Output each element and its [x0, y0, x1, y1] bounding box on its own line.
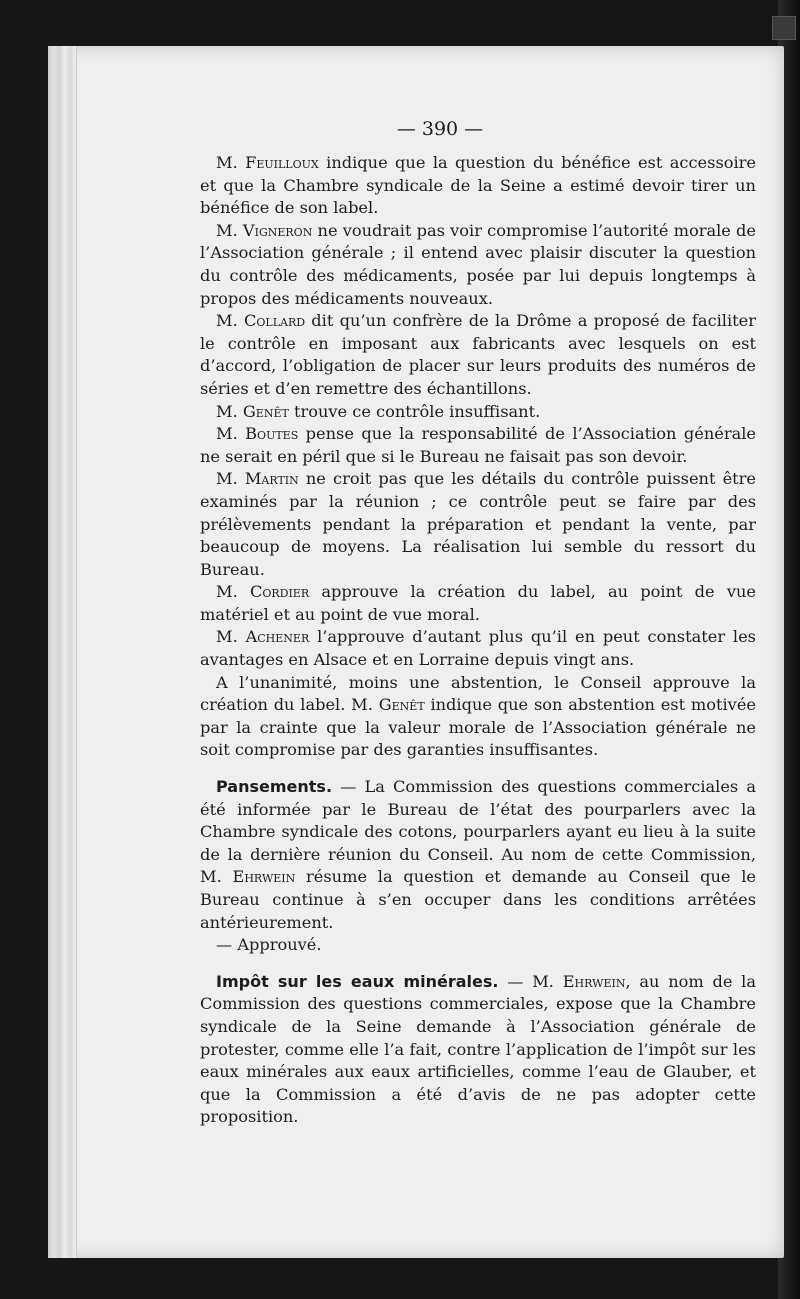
- paragraph-text: ne croit pas que les détails du contrôle puissent être examinés par la réunion ; ce contrôle peut se faire par des prélèvements pendant la préparation et pendant la vente, par beaucoup de moyens. La réalisation lui semble du ressort du Bureau.: [200, 469, 756, 579]
- speaker-name: Genêt: [378, 695, 425, 715]
- section-heading: Pansements.: [216, 777, 333, 797]
- paragraph-approved: — Approuvé.: [216, 935, 322, 955]
- speaker-name: Ehrwein: [232, 867, 296, 887]
- paragraph-text: A l’unanimité, moins une abstention, le Conseil approuve la création du label. M.: [200, 672, 756, 715]
- paragraph-vigneron: M. Vigneron ne voudrait pas voir compromise l’autorité morale de l’Association générale ; il entend avec plaisir discuter la question du contrôle des médicaments, posée par lui depuis longtemps à propos des médicaments nouveaux.: [200, 220, 756, 308]
- paragraph-impot: [200, 971, 756, 1129]
- paragraph-text: pense que la responsabilité de l’Association générale ne serait en péril que si le Bureau ne faisait pas son devoir.: [200, 424, 756, 466]
- paragraph-pansements: [200, 776, 756, 934]
- page-number: — 390 —: [396, 118, 484, 140]
- paragraph-text: dit qu’un confrère de la Drôme a proposé de faciliter le contrôle en imposant aux fabricants avec lesquels on est d’accord, l’obligation de placer sur leurs produits des numéros de séries et d’en remettre des échantillons.: [200, 311, 756, 398]
- speaker-name: Achener: [245, 627, 310, 647]
- paragraph-text: ne voudrait pas voir compromise l’autorité morale de l’Association générale ; il entend avec plaisir discuter la question du contrôle des médicaments, posée par lui depuis longtemps à propos des médicaments nouveaux.: [200, 220, 756, 308]
- paragraph-martin: M. Martin ne croit pas que les détails du contrôle puissent être examinés par la réunion ; ce contrôle peut se faire par des prélèvements pendant la préparation et pendant la vente, par beaucoup de moyens. La réalisation lui semble du ressort du Bureau.: [200, 469, 756, 579]
- speaker-name: Boutes: [245, 424, 299, 444]
- speaker-name: Genêt: [242, 401, 289, 421]
- paragraph-text: résume la question et demande au Conseil que le Bureau continue à s’en occuper dans les conditions arrêtées antérieurement.: [200, 867, 756, 932]
- paragraph-text: , au nom de la Commission des questions commerciales, expose que la Chambre syndicale de la Seine demande à l’Association générale de protester, comme elle l’a fait, contre l’application de l’impôt sur les eaux minérales aux eaux artificielles, comme l’eau de Glauber, et que la Commission a été d’avis de ne pas adopter cette proposition.: [200, 971, 756, 1127]
- paragraph-collard: M. Collard dit qu’un confrère de la Drôme a proposé de faciliter le contrôle en imposant aux fabricants avec lesquels on est d’accord, l’obligation de placer sur leurs produits des numéros de séries et d’en remettre des échantillons.: [200, 311, 756, 398]
- paragraph-vote: [200, 672, 756, 762]
- paragraph-achener: M. Achener l’approuve d’autant plus qu’il en peut constater les avantages en Alsace et en Lorraine depuis vingt ans.: [200, 627, 756, 670]
- paragraph-cordier: M. Cordier approuve la création du label, au point de vue matériel et au point de vue moral.: [200, 582, 756, 624]
- paragraph-genet: M. Genêt trouve ce contrôle insuffisant.: [216, 401, 541, 421]
- speaker-name: Cordier: [249, 582, 310, 602]
- paragraph-text: — M.: [498, 971, 563, 991]
- paragraph-text: indique que son abstention est motivée par la crainte que la valeur morale de l’Association générale ne soit compromise par des garanties insuffisantes.: [200, 695, 756, 760]
- page-clip: [772, 16, 796, 40]
- paragraph-text: — La Commission des questions commerciales a été informée par le Bureau de l’état des pourparlers avec la Chambre syndicale des cotons, pourparlers ayant eu lieu à la suite de la dernière réunion du Conseil. Au nom de cette Commission, M.: [200, 777, 756, 887]
- speaker-name: Collard: [243, 311, 306, 331]
- paragraph-text: indique que la question du bénéfice est accessoire et que la Chambre syndicale de la Seine a estimé devoir tirer un bénéfice de son label.: [200, 153, 756, 218]
- paragraph-text: l’approuve d’autant plus qu’il en peut constater les avantages en Alsace et en Lorraine depuis vingt ans.: [200, 627, 756, 670]
- paragraph-boutes: M. Boutes pense que la responsabilité de l’Association générale ne serait en péril que si le Bureau ne faisait pas son devoir.: [200, 424, 756, 466]
- page-binding: [48, 46, 77, 1258]
- section-heading: Impôt sur les eaux minérales.: [216, 971, 499, 991]
- speaker-name: Martin: [244, 469, 299, 489]
- paragraph-text: trouve ce contrôle insuffisant.: [288, 401, 541, 421]
- page-body: [200, 152, 756, 1129]
- speaker-name: Ehrwein: [562, 971, 626, 991]
- speaker-name: Vigneron: [242, 220, 313, 240]
- paragraph-feuilloux: M. Feuilloux indique que la question du bénéfice est accessoire et que la Chambre syndicale de la Seine a estimé devoir tirer un bénéfice de son label.: [200, 153, 756, 218]
- paragraph-text: approuve la création du label, au point de vue matériel et au point de vue moral.: [200, 582, 756, 624]
- speaker-name: Feuilloux: [245, 153, 319, 172]
